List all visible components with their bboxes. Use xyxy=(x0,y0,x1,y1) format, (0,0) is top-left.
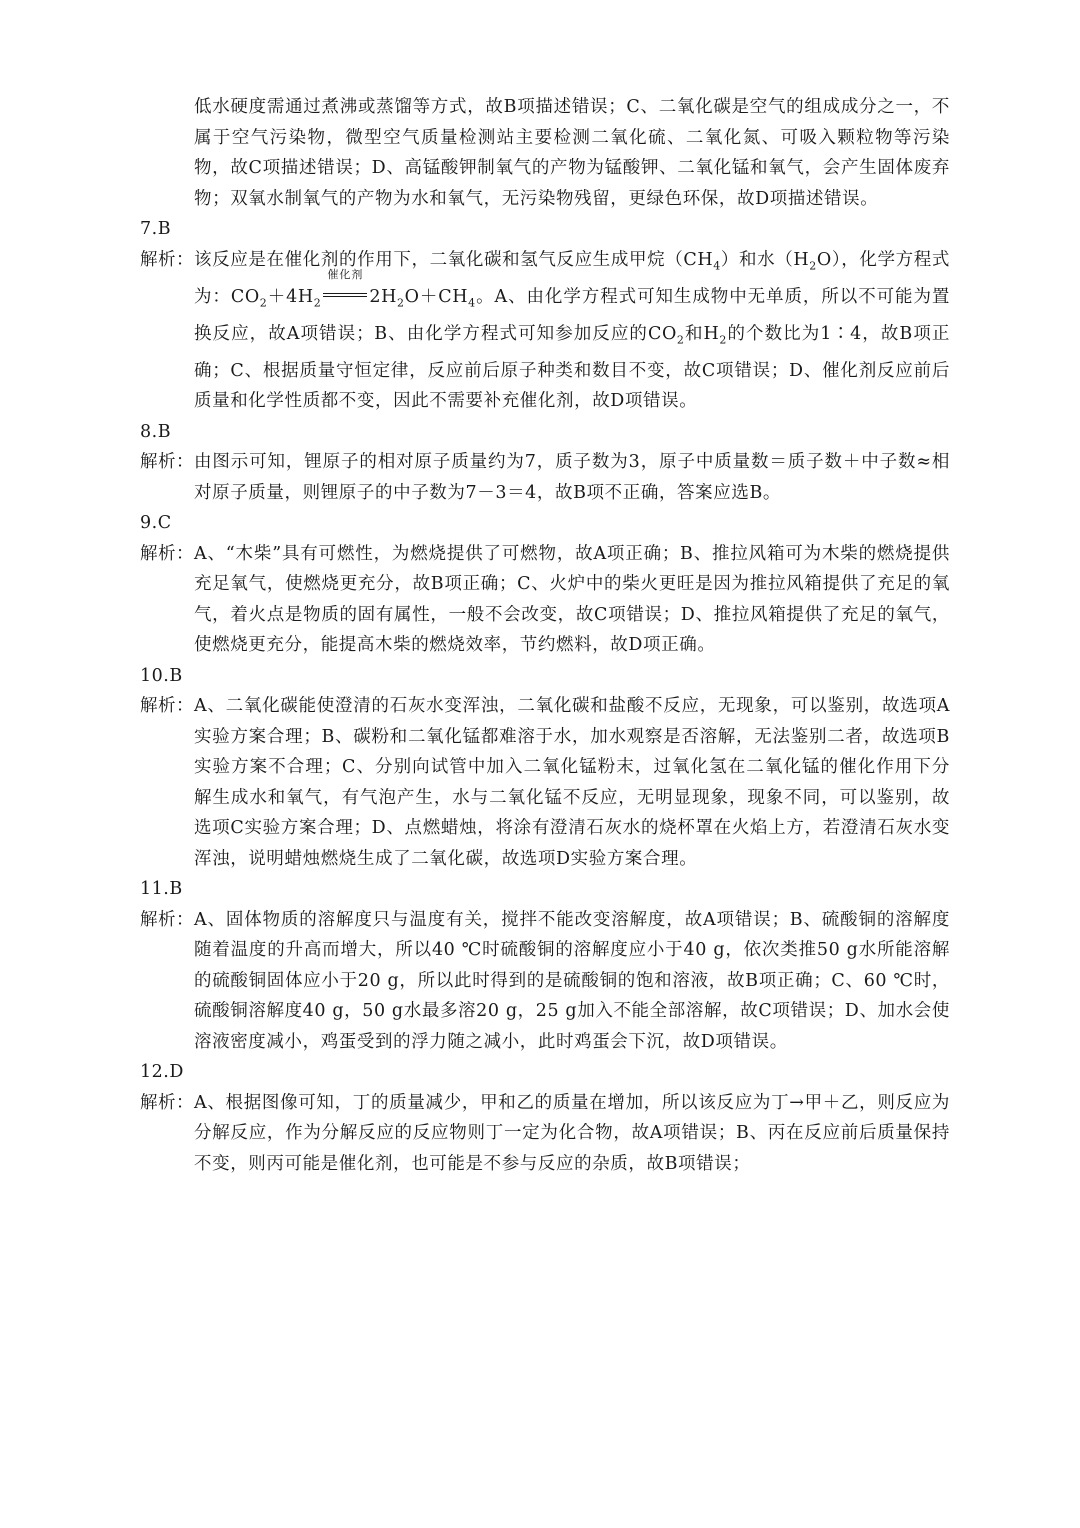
explanation-8-text: 由图示可知，锂原子的相对原子质量约为7，质子数为3，原子中质量数＝质子数＋中子数≈相对原子质量，则锂原子的中子数为7－3＝4，故B项不正确，答案应选B。 xyxy=(194,452,950,503)
explanation-10-text: A、二氧化碳能使澄清的石灰水变浑浊，二氧化碳和盐酸不反应，无现象，可以鉴别，故选项A实验方案合理；B、碳粉和二氧化锰都难溶于水，加水观察是否溶解，无法鉴别二者，故选项B实验方案不合理；C、分别向试管中加入二氧化锰粉末，过氧化氢在二氧化锰的催化作用下分解生成水和氧气，有气泡产生，水与二氧化锰不反应，无明显现象，现象不同，可以鉴别，故选项C实验方案合理；D、点燃蜡烛，将涂有澄清石灰水的烧杯罩在火焰上方，若澄清石灰水变浑浊，说明蜡烛燃烧生成了二氧化碳，故选项D实验方案合理。 xyxy=(194,696,950,869)
explanation-8 xyxy=(140,447,950,508)
answer-10: 10.B xyxy=(140,665,183,686)
answer-12: 12.D xyxy=(140,1062,184,1082)
explanation-label: 解析： xyxy=(140,1092,194,1113)
answer-9: 9.C xyxy=(140,513,172,533)
continued-explanation: 低水硬度需通过煮沸或蒸馏等方式，故B项描述错误；C、二氧化碳是空气的组成成分之一，不属于空气污染物，微型空气质量检测站主要检测二氧化硫、二氧化氮、可吸入颗粒物等污染物，故C项描述错误；D、高锰酸钾制氧气的产物为锰酸钾、二氧化锰和氧气，会产生固体废弃物；双氧水制氧气的产物为水和氧气，无污染物残留，更绿色环保，故D项描述错误。 xyxy=(194,97,950,209)
explanation-label: 解析： xyxy=(140,452,194,472)
explanation-label: 解析： xyxy=(140,909,194,930)
explanation-label: 解析： xyxy=(140,696,194,716)
explanation-7-text: 该反应是在催化剂的作用下，二氧化碳和氢气反应生成甲烷$(CH_4)$和水$(H_2O)$，化学方程式为：$CO_2+4H_2$ 催化剂 $2H_2O+CH_4$。A、由化学方程式可知生成物中无单质，所以不可能为置换反应，故A项错误；B、由化学方程式可知参加反应的$CO_2$和$H_2$的个数比为1∶4，故B项正确；C、根据质量守恒定律，反应前后原子种类和数目不变，故C项错误；D、催化剂反应前后质量和化学性质都不变，因此不需要补充催化剂，故D项错误。 xyxy=(194,249,950,411)
reaction-condition: 催化剂 xyxy=(323,282,367,313)
explanation-9 xyxy=(140,539,950,661)
answer-11: 11.B xyxy=(140,879,183,899)
explanation-11-text: A、固体物质的溶解度只与温度有关，搅拌不能改变溶解度，故A项错误；B、硫酸铜的溶解度随着温度的升高而增大，所以40 ℃时硫酸铜的溶解度应小于40 g，依次类推50 g水所能溶解的硫酸铜固体应小于20 g，所以此时得到的是硫酸铜的饱和溶液，故B项正确；C、60 ℃时，硫酸铜溶解度40 g，50 g水最多溶20 g，25 g加入不能全部溶解，故C项错误；D、加水会使溶液密度减小，鸡蛋受到的浮力随之减小，此时鸡蛋会下沉，故D项错误。 xyxy=(194,909,950,1052)
answer-7: 7.B xyxy=(140,219,172,239)
explanation-7 xyxy=(140,245,950,417)
explanation-label: 解析： xyxy=(140,249,194,270)
explanation-9-text: A、“木柴”具有可燃性，为燃烧提供了可燃物，故A项正确；B、推拉风箱可为木柴的燃烧提供充足氧气，使燃烧更充分，故B项正确；C、火炉中的柴火更旺是因为推拉风箱提供了充足的氧气，着火点是物质的固有属性，一般不会改变，故C项错误；D、推拉风箱提供了充足的氧气，使燃烧更充分，能提高木柴的燃烧效率，节约燃料，故D项正确。 xyxy=(194,543,950,655)
answer-8: 8.B xyxy=(140,421,172,442)
explanation-label: 解析： xyxy=(140,543,194,564)
answer-content xyxy=(140,92,950,1179)
explanation-12 xyxy=(140,1088,950,1180)
explanation-10 xyxy=(140,691,950,874)
explanation-11 xyxy=(140,905,950,1058)
explanation-12-text: A、根据图像可知，丁的质量减少，甲和乙的质量在增加，所以该反应为丁→甲＋乙，则反应为分解反应，作为分解反应的反应物则丁一定为化合物，故A项错误；B、丙在反应前后质量保持不变，则丙可能是催化剂，也可能是不参与反应的杂质，故B项错误； xyxy=(194,1092,950,1174)
